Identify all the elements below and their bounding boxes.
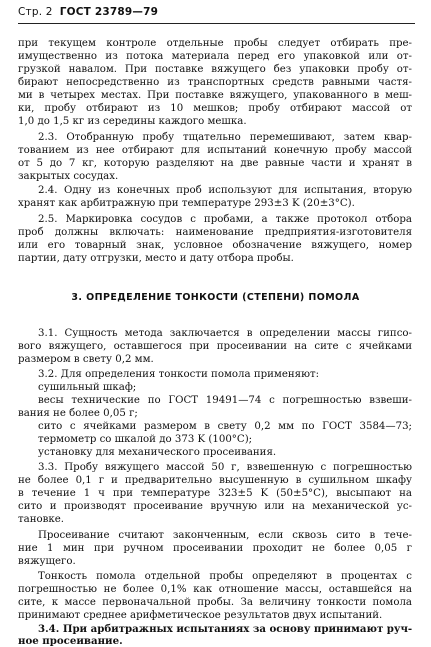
- clause-2-4: 2.4. Одну из конечных проб используют для испытания, вторую: [38, 185, 412, 196]
- text-line: вого вяжущего, оставшегося при просеивании на сите с ячейками: [18, 341, 412, 352]
- page-header: [18, 6, 158, 18]
- text-line: сите, к массе первоначальной пробы. За величину тонкости помола: [18, 597, 412, 608]
- text-line: партии, дату отгрузки, место и дату отбора пробы.: [18, 253, 294, 264]
- text-line: погрешностью не более 0,1% как отношение массы, оставшейся на: [18, 584, 412, 595]
- standard-number: ГОСТ 23789—79: [59, 6, 159, 18]
- text-line: ное просеивание.: [18, 635, 123, 647]
- list-item: сушильный шкаф;: [38, 382, 137, 393]
- section-title: 3. ОПРЕДЕЛЕНИЕ ТОНКОСТИ (СТЕПЕНИ) ПОМОЛА: [71, 292, 360, 303]
- text-line: ние 1 мин при ручном просеивании проходит не более 0,05 г: [18, 543, 412, 554]
- text-line: в течение 1 ч при температуре 323±5 K (50±5°С), высыпают на: [18, 488, 412, 499]
- text-line: имущественно из потока материала перед его упаковкой или от-: [18, 51, 412, 62]
- list-item: весы технические по ГОСТ 19491—74 с погрешностью взвеши-: [38, 395, 412, 406]
- text-line: бирают непосредственно из транспортных средств равными частя-: [18, 77, 412, 88]
- text-line: или его товарный знак, условное обозначение вяжущего, номер: [18, 240, 412, 251]
- clause-3-1: 3.1. Сущность метода заключается в определении массы гипсо-: [38, 328, 412, 339]
- text-line: Просеивание считают законченным, если сквозь сито в тече-: [38, 530, 412, 541]
- page-number: Стр. 2: [18, 6, 53, 18]
- text-line: ки, пробу отбирают из 10 мешков; пробу отбирают массой от: [18, 103, 412, 114]
- list-item: установку для механического просеивания.: [38, 447, 277, 458]
- text-line: проб должны включать: наименование предприятия-изготовителя: [18, 227, 412, 238]
- text-line: при текущем контроле отдельные пробы следует отбирать пре-: [18, 38, 412, 49]
- clause-2-3: 2.3. Отобранную пробу тщательно перемешивают, затем квар-: [38, 132, 412, 143]
- text-line: не более 0,1 г и предварительно высушенную в сушильном шкафу: [18, 475, 412, 486]
- text-line: принимают среднее арифметическое результатов двух испытаний.: [18, 610, 383, 621]
- text-line: вяжущего.: [18, 556, 76, 567]
- text-line: сито и производят просеивание вручную или на механической ус-: [18, 501, 412, 512]
- text-line: Тонкость помола отдельной пробы определяют в процентах с: [38, 571, 412, 582]
- clause-2-5: 2.5. Маркировка сосудов с пробами, а также протокол отбора: [38, 214, 412, 225]
- header-rule: [18, 23, 415, 24]
- text-line: от 5 до 7 кг, которую разделяют на две равные части и хранят в: [18, 158, 412, 169]
- text-line: размером в свету 0,2 мм.: [18, 354, 154, 365]
- text-line: тованием из нее отбирают для испытаний конечную пробу массой: [18, 145, 412, 156]
- text-line: закрытых сосудах.: [18, 171, 119, 182]
- clause-3-2: 3.2. Для определения тонкости помола применяют:: [38, 369, 320, 380]
- text-line: хранят как арбитражную при температуре 293±3 K (20±3°С).: [18, 198, 355, 209]
- clause-3-4: 3.4. При арбитражных испытаниях за основу принимают руч-: [38, 623, 413, 635]
- text-line: 1,0 до 1,5 кг из середины каждого мешка.: [18, 116, 247, 127]
- list-item: термометр со шкалой до 373 K (100°С);: [38, 434, 253, 445]
- clause-3-3: 3.3. Пробу вяжущего массой 50 г, взвешенную с погрешностью: [38, 462, 412, 473]
- text-line: ми в четырех местах. При поставке вяжущего, упакованного в меш-: [18, 90, 412, 101]
- text-line: вания не более 0,05 г;: [18, 408, 138, 419]
- text-line: тановке.: [18, 514, 65, 525]
- list-item: сито с ячейками размером в свету 0,2 мм по ГОСТ 3584—73;: [38, 421, 412, 432]
- text-line: грузкой навалом. При поставке вяжущего без упаковки пробу от-: [18, 64, 412, 75]
